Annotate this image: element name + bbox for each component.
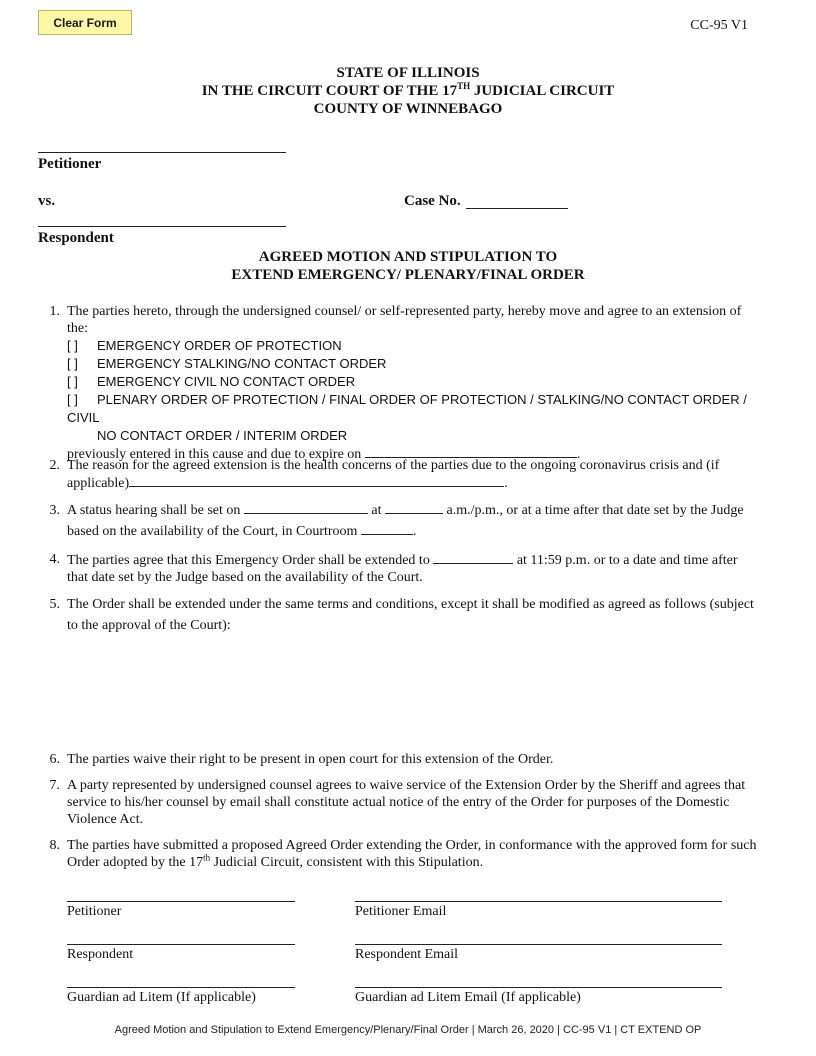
item-2-text: The reason for the agreed extension is the health concerns of the parties due to the ongoing coronavirus crisis and (if applicable) bbox=[67, 458, 720, 491]
header-court-post: JUDICIAL CIRCUIT bbox=[470, 83, 615, 99]
item-6-number: 6. bbox=[49, 752, 60, 767]
item-3-text-b: at bbox=[371, 503, 382, 518]
option-plenary-cont: NO CONTACT ORDER / INTERIM ORDER bbox=[97, 428, 348, 443]
case-no-field[interactable] bbox=[466, 208, 568, 209]
item-3 bbox=[40, 500, 760, 540]
respondent-label: Respondent bbox=[38, 230, 114, 246]
item-3-text-a: A status hearing shall be set on bbox=[67, 503, 241, 518]
item-8-text-pre: The parties have submitted a proposed Agreed Order extending the Order, in conformance with the approved form for such Order adopted by the 17 bbox=[67, 838, 757, 870]
header-county: COUNTY OF WINNEBAGO bbox=[313, 101, 503, 117]
item-5-text: The Order shall be extended under the same terms and conditions, except it shall be modified as agreed as follows (subject to the approval of the Court): bbox=[67, 597, 754, 633]
courtroom-field[interactable] bbox=[361, 522, 413, 535]
petitioner-label: Petitioner bbox=[38, 156, 102, 172]
option-emergency-op[interactable] bbox=[67, 337, 760, 355]
page-footer: Agreed Motion and Stipulation to Extend Emergency/Plenary/Final Order | March 26, 2020 | CC-95 V1 | CT EXTEND OP bbox=[114, 1024, 702, 1036]
document-title bbox=[0, 248, 816, 284]
respondent-signature-label: Respondent bbox=[67, 947, 134, 962]
option-plenary[interactable] bbox=[67, 391, 760, 427]
item-2-end: . bbox=[504, 476, 508, 491]
checkbox-plenary[interactable]: [ ] bbox=[67, 392, 78, 407]
petitioner-name-field[interactable] bbox=[38, 152, 286, 153]
item-7 bbox=[40, 777, 760, 829]
item-5-number: 5. bbox=[49, 597, 60, 612]
respondent-signature-field[interactable] bbox=[67, 944, 295, 945]
form-code: CC-95 V1 bbox=[690, 18, 748, 33]
item-6-text: The parties waive their right to be present in open court for this extension of the Order. bbox=[67, 752, 554, 767]
option-emergency-stalking[interactable] bbox=[67, 355, 760, 373]
header-state: STATE OF ILLINOIS bbox=[336, 65, 480, 81]
item-7-text: A party represented by undersigned counsel agrees to waive service of the Extension Order by the Sheriff and agrees that service to his/her counsel by email shall constitute actual notice of the entry of the Order for purposes of the Domestic Violence Act. bbox=[67, 778, 746, 827]
respondent-email-label: Respondent Email bbox=[355, 947, 459, 962]
hearing-time-field[interactable] bbox=[385, 501, 443, 514]
gal-signature-field[interactable] bbox=[67, 987, 295, 988]
petitioner-signature-label: Petitioner bbox=[67, 904, 122, 919]
item-8-number: 8. bbox=[49, 838, 60, 853]
hearing-date-field[interactable] bbox=[244, 501, 368, 514]
item-2-number: 2. bbox=[49, 458, 60, 473]
item-4 bbox=[40, 551, 760, 587]
item-4-number: 4. bbox=[49, 552, 60, 567]
respondent-email-field[interactable] bbox=[355, 944, 722, 945]
header-court bbox=[0, 82, 816, 100]
item-1-after-text: previously entered in this cause and due to expire on bbox=[67, 447, 362, 462]
checkbox-emergency-civil[interactable]: [ ] bbox=[67, 374, 78, 389]
item-3-end: . bbox=[412, 524, 417, 539]
item-1-end: . bbox=[576, 447, 581, 462]
header-court-sup: TH bbox=[457, 81, 471, 91]
option-label-plenary: PLENARY ORDER OF PROTECTION / FINAL ORDER OF PROTECTION / STALKING/NO CONTACT ORDER / CIVIL bbox=[67, 392, 747, 425]
reason-field[interactable] bbox=[129, 474, 504, 487]
item-8-text bbox=[67, 837, 760, 871]
checkbox-emergency-stalking[interactable]: [ ] bbox=[67, 356, 78, 371]
item-3-number: 3. bbox=[49, 503, 60, 518]
item-4-text-a: The parties agree that this Emergency Order shall be extended to bbox=[67, 553, 430, 568]
vs-label: vs. bbox=[38, 193, 56, 209]
modification-terms-area[interactable] bbox=[67, 640, 757, 740]
extend-date-field[interactable] bbox=[433, 551, 513, 564]
item-1-number: 1. bbox=[49, 304, 60, 319]
court-header bbox=[0, 64, 816, 118]
gal-signature-label: Guardian ad Litem (If applicable) bbox=[67, 990, 256, 1005]
item-4-text-b: at 11:59 p.m. or to a date and time after that date set by the Judge based on the availability of the Court. bbox=[67, 553, 738, 585]
option-label-emergency-civil: EMERGENCY CIVIL NO CONTACT ORDER bbox=[97, 374, 356, 389]
option-label-emergency-op: EMERGENCY ORDER OF PROTECTION bbox=[97, 338, 342, 353]
option-label-emergency-stalking: EMERGENCY STALKING/NO CONTACT ORDER bbox=[97, 356, 387, 371]
title-line-2: EXTEND EMERGENCY/ PLENARY/FINAL ORDER bbox=[231, 267, 585, 283]
respondent-name-field[interactable] bbox=[38, 226, 286, 227]
item-3-text-c: a.m./p.m., or at a time after that date set by the Judge based on the availability of the Court, in Courtroom bbox=[67, 503, 744, 539]
item-8 bbox=[40, 837, 760, 873]
item-7-number: 7. bbox=[49, 778, 60, 793]
item-6 bbox=[40, 751, 760, 769]
item-5 bbox=[40, 594, 760, 634]
option-emergency-civil[interactable] bbox=[67, 373, 760, 391]
checkbox-emergency-op[interactable]: [ ] bbox=[67, 338, 78, 353]
case-no-label: Case No. bbox=[404, 193, 461, 209]
petitioner-email-label: Petitioner Email bbox=[355, 904, 447, 919]
gal-email-label: Guardian ad Litem Email (If applicable) bbox=[355, 990, 581, 1005]
gal-email-field[interactable] bbox=[355, 987, 722, 988]
title-line-1: AGREED MOTION AND STIPULATION TO bbox=[258, 249, 558, 265]
item-8-sup: th bbox=[203, 852, 211, 863]
petitioner-signature-field[interactable] bbox=[67, 901, 295, 902]
petitioner-email-field[interactable] bbox=[355, 901, 722, 902]
item-1 bbox=[40, 303, 760, 462]
header-court-pre: IN THE CIRCUIT COURT OF THE 17 bbox=[201, 83, 458, 99]
item-2 bbox=[40, 457, 760, 493]
item-8-text-post: Judicial Circuit, consistent with this Stipulation. bbox=[210, 855, 484, 870]
clear-form-button[interactable]: Clear Form bbox=[38, 10, 132, 35]
item-1-text: The parties hereto, through the undersigned counsel/ or self-represented party, hereby move and agree to an extension of the: bbox=[67, 304, 742, 336]
